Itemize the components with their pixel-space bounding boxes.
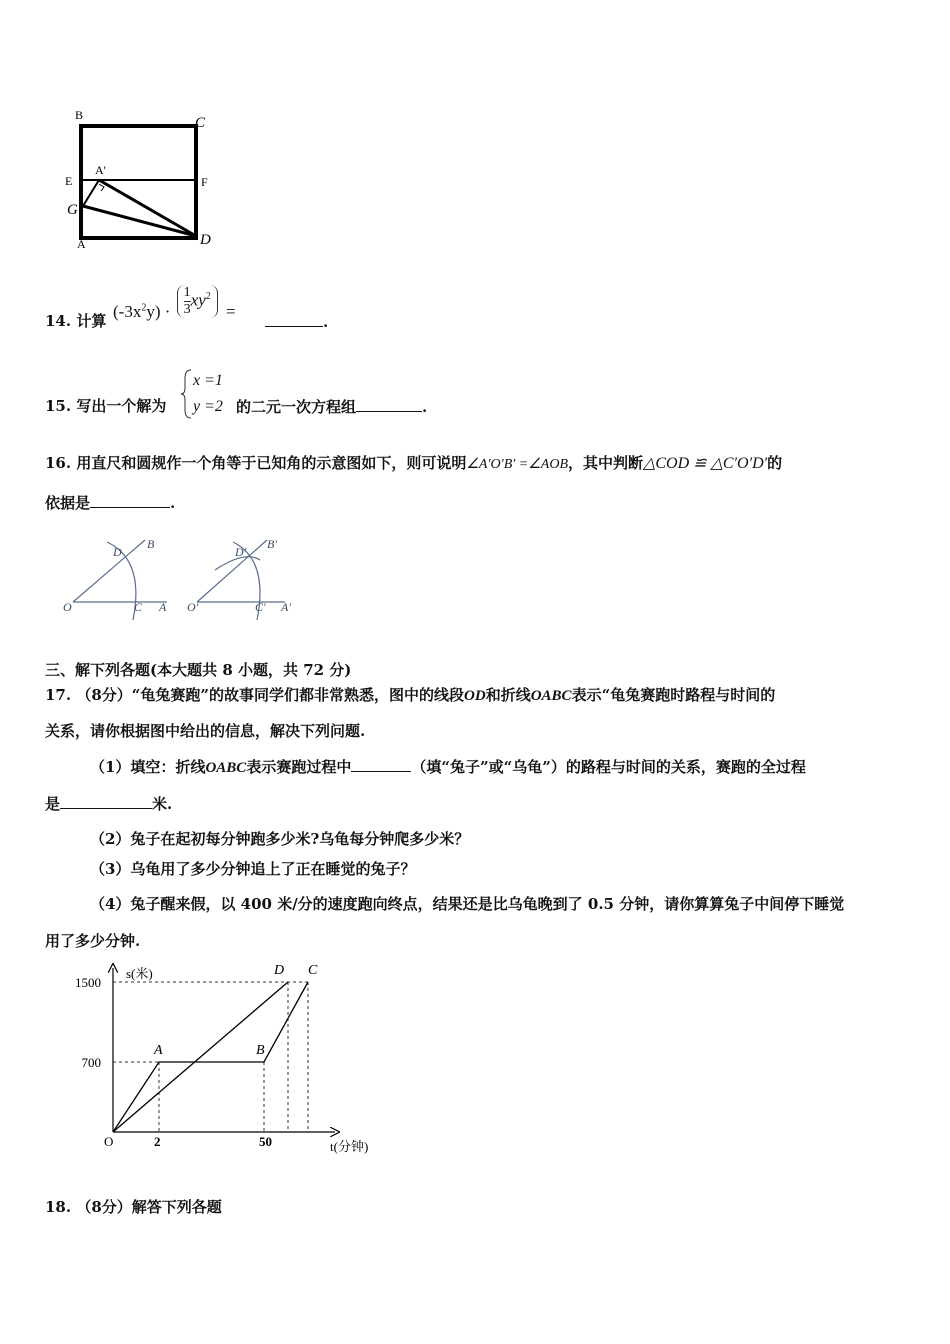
line-g-a-prime bbox=[83, 180, 99, 206]
question-16-line2 bbox=[45, 491, 175, 514]
label-a-prime: A' bbox=[95, 163, 106, 177]
q16-text-a: 用直尺和圆规作一个角等于已知角的示意图如下，则可说明 bbox=[76, 454, 467, 472]
right-angle-mark bbox=[99, 184, 104, 191]
q14-expr-b: xy bbox=[190, 290, 206, 310]
q14-expr-b-sup: 2 bbox=[205, 290, 211, 302]
q16-number: 16. bbox=[45, 454, 72, 472]
q16-end: . bbox=[170, 494, 176, 512]
angle-construction-figure bbox=[55, 530, 305, 625]
q16-congruence: △COD ≌ △C′O′D′ bbox=[643, 455, 768, 472]
ray-ob bbox=[73, 540, 145, 602]
q16-text-c: 的 bbox=[767, 454, 783, 472]
q17-line2: 关系，请你根据图中给出的信息，解决下列问题. bbox=[45, 722, 366, 740]
q14-prefix: 计算 bbox=[76, 312, 107, 330]
q17-p1-c: （填“兔子”或“乌龟”）的路程与时间的关系，赛跑的全过程 bbox=[411, 758, 806, 776]
q17-part1-line1 bbox=[90, 755, 806, 779]
q14-fraction bbox=[184, 285, 191, 318]
q14-expression bbox=[113, 285, 236, 321]
q16-answer-blank[interactable] bbox=[90, 491, 170, 508]
series-OABC bbox=[113, 982, 308, 1132]
q17-p1-oabc: OABC bbox=[205, 760, 247, 776]
q15-suffix: 的二元一次方程组 bbox=[236, 398, 357, 416]
q15-prefix: 写出一个解为 bbox=[76, 397, 167, 415]
q17-part1-line2 bbox=[45, 792, 172, 815]
point-label-A: A bbox=[154, 1043, 163, 1058]
q14-expr-a-end: y) bbox=[146, 301, 161, 321]
label-e: E bbox=[65, 174, 73, 188]
race-distance-time-chart bbox=[60, 960, 400, 1165]
q14-frac-den: 3 bbox=[183, 302, 191, 317]
q14-answer-blank[interactable] bbox=[265, 310, 323, 327]
question-17-line1 bbox=[45, 684, 775, 707]
q17-od: OD bbox=[464, 688, 486, 704]
section-3-heading: 三、解下列各题(本大题共 8 小题，共 72 分) bbox=[45, 661, 352, 679]
q17-part2: （2）兔子在起初每分钟跑多少米?乌龟每分钟爬多少米？ bbox=[90, 830, 470, 848]
line-a-prime-d bbox=[99, 180, 196, 236]
x-tick-label-2: 2 bbox=[154, 1134, 161, 1149]
label-b: B bbox=[75, 108, 84, 122]
point-label-D: D bbox=[274, 963, 285, 978]
question-18: 18. （8分）解答下列各题 bbox=[45, 1198, 222, 1216]
q15-rest bbox=[236, 395, 427, 418]
q16-angle-expr: ∠A′O′B′ =∠AOB bbox=[466, 457, 569, 472]
q16-line2: 依据是 bbox=[45, 494, 91, 512]
q15-eq1: x =1 bbox=[193, 372, 223, 389]
x-axis-label: t(分钟) bbox=[330, 1139, 369, 1154]
q14-end: . bbox=[323, 313, 329, 331]
q14-dot: · bbox=[164, 301, 171, 321]
q17-p1-b: 表示赛跑过程中 bbox=[246, 758, 352, 776]
q15-end: . bbox=[422, 398, 428, 416]
chart-series bbox=[113, 982, 308, 1132]
right-label-a: A' bbox=[281, 600, 291, 614]
question-15 bbox=[45, 395, 166, 417]
q14-frac-num: 1 bbox=[183, 285, 191, 300]
q15-system bbox=[181, 368, 237, 420]
q17-line1: 17. （8分）“龟兔赛跑”的故事同学们都非常熟悉，图中的线段 bbox=[45, 686, 465, 704]
q17-part4-line2: 用了多少分钟. bbox=[45, 932, 141, 950]
label-a: A bbox=[77, 237, 86, 251]
q17-p1-e: 米. bbox=[152, 795, 173, 813]
q17-p1-blank-2[interactable] bbox=[60, 792, 152, 809]
brace-icon bbox=[181, 368, 193, 420]
square-fold-figure bbox=[55, 100, 225, 260]
q17-part3: （3）乌龟用了多少分钟追上了正在睡觉的兔子？ bbox=[90, 860, 416, 878]
q16-text-b: ，其中判断 bbox=[568, 454, 644, 472]
q14-expr-a: (-3x bbox=[113, 301, 142, 321]
label-f: F bbox=[201, 175, 208, 189]
left-label-b: B bbox=[147, 537, 155, 551]
q17-and: 和折线 bbox=[485, 686, 531, 704]
point-label-B: B bbox=[256, 1043, 265, 1058]
q14-paren-b bbox=[177, 285, 218, 318]
q15-eq2: y =2 bbox=[193, 398, 223, 415]
q17-oabc: OABC bbox=[530, 688, 572, 704]
line-gd bbox=[83, 206, 196, 236]
question-14 bbox=[45, 310, 106, 332]
right-label-o: O' bbox=[187, 600, 199, 614]
question-16-line1 bbox=[45, 452, 782, 476]
chart-guides bbox=[113, 982, 308, 1132]
point-label-C: C bbox=[308, 963, 318, 978]
chart-labels bbox=[75, 963, 318, 1149]
q17-p1-blank-1[interactable] bbox=[351, 755, 411, 772]
y-axis-label: s(米) bbox=[126, 966, 153, 981]
q17-line1-end: 表示“龟兔赛跑时路程与时间的 bbox=[571, 686, 776, 704]
right-label-d: D' bbox=[235, 545, 247, 559]
right-label-c: C' bbox=[255, 600, 266, 614]
left-label-a: A bbox=[159, 600, 167, 614]
label-c: C bbox=[195, 115, 206, 131]
x-tick-label-50: 50 bbox=[259, 1134, 272, 1149]
q17-p1-a: （1）填空：折线 bbox=[90, 758, 206, 776]
left-label-c: C bbox=[134, 600, 143, 614]
ray-o-prime-b-prime bbox=[197, 540, 267, 602]
origin-label: O bbox=[104, 1134, 114, 1149]
q14-answer bbox=[265, 310, 328, 333]
label-g: G bbox=[67, 202, 78, 218]
y-tick-label-1500: 1500 bbox=[75, 975, 101, 990]
y-tick-label-700: 700 bbox=[81, 1055, 101, 1070]
q14-equals: = bbox=[226, 301, 236, 321]
left-label-o: O bbox=[63, 600, 72, 614]
q14-number: 14. bbox=[45, 312, 72, 330]
right-label-b: B' bbox=[267, 537, 277, 551]
q15-answer-blank[interactable] bbox=[356, 395, 422, 412]
q17-part4-line1: （4）兔子醒来假，以 400 米/分的速度跑向终点，结果还是比乌龟晚到了 0.5 分钟，请你算算兔子中间停下睡觉 bbox=[90, 895, 845, 913]
q14-expr-a-sup: 2 bbox=[141, 302, 147, 313]
left-label-d: D bbox=[113, 545, 122, 559]
q17-p1-d: 是 bbox=[45, 795, 61, 813]
q15-number: 15. bbox=[45, 397, 72, 415]
label-d: D bbox=[200, 232, 211, 248]
